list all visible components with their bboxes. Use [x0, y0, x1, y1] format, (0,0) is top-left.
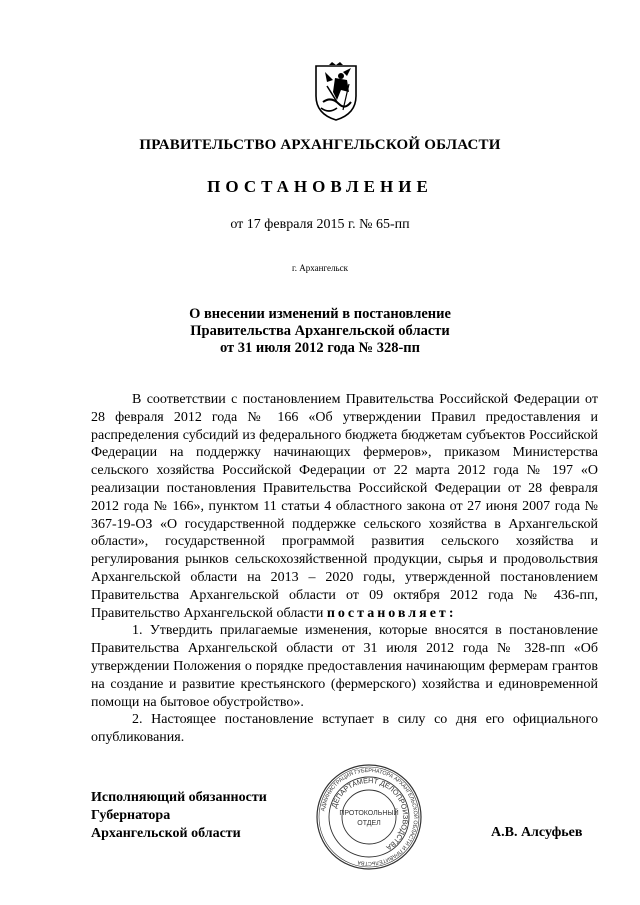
item-1-paragraph: 1. Утвердить прилагаемые изменения, которые вносятся в постановление Правительства Архангельской области от 31 июля 2012 года № 328-пп «Об утверждении Положения о порядке предоставления начинающим фермерам грантов на создание и развитие крестьянского (фермерского) хозяйства и единовременной помощи на бытовое обустройство».	[91, 623, 598, 710]
title-line-3: от 31 июля 2012 года № 328-пп	[220, 340, 420, 356]
decree-word: постановляет	[326, 605, 449, 621]
decree-colon: :	[448, 605, 457, 621]
stamp-outer-text: АДМИНИСТРАЦИЯ ГУБЕРНАТОРА АРХАНГЕЛЬСКОЙ ОБЛАСТИ И ПРАВИТЕЛЬСТВА	[320, 767, 419, 867]
document-body	[91, 391, 598, 747]
title-line-2: Правительства Архангельской области	[190, 323, 450, 339]
stamp-center-line-2: ОТДЕЛ	[357, 820, 381, 827]
official-stamp	[315, 763, 423, 871]
document-date-number: от 17 февраля 2015 г. № 65-пп	[230, 217, 410, 232]
item-2-paragraph: 2. Настоящее постановление вступает в силу со дня его официального опубликования.	[91, 712, 598, 746]
government-name: ПРАВИТЕЛЬСТВО АРХАНГЕЛЬСКОЙ ОБЛАСТИ	[139, 137, 501, 153]
signer-position-line-3: Архангельской области	[91, 826, 241, 841]
stamp-inner-text: ДЕПАРТАМЕНТ ДЕЛОПРОИЗВОДСТВА	[329, 775, 411, 853]
signer-position-line-1: Исполняющий обязанности	[91, 790, 267, 805]
document-city: г. Архангельск	[292, 263, 348, 273]
signer-position-line-2: Губернатора	[91, 808, 171, 823]
preamble-text: В соответствии с постановлением Правительства Российской Федерации от 28 февраля 2012 года № 166 «Об утверждении Правил предоставления и распределения субсидий из федерального бюджета бюджетам субъектов Российской Федерации на поддержку начинающих фермеров», приказом Министерства сельского хозяйства Российской Федерации от 22 марта 2012 года № 197 «О реализации постановления Правительства Российской Федерации от 28 февраля 2012 года № 166», пунктом 11 статьи 4 областного закона от 27 июня 2007 года № 367-19-ОЗ «О государственной поддержке сельского хозяйства в Архангельской области», государственной программой развития сельского хозяйства и регулирования рынков сельскохозяйственной продукции, сырья и продовольствия Архангельской области на 2013 – 2020 годы, утвержденной постановлением Правительства Архангельской области от 09 октября 2012 года № 436-пп, Правительство Архангельской области	[91, 392, 598, 621]
preamble-paragraph	[91, 391, 598, 622]
title-line-1: О внесении изменений в постановление	[189, 306, 451, 322]
signer-position	[91, 789, 267, 843]
signer-name: А.В. Алсуфьев	[491, 825, 583, 840]
document-title	[0, 306, 640, 357]
stamp-center-line-1: ПРОТОКОЛЬНЫЙ	[339, 810, 399, 817]
document-type: ПОСТАНОВЛЕНИЕ	[207, 177, 433, 196]
coat-of-arms-icon	[313, 62, 359, 122]
